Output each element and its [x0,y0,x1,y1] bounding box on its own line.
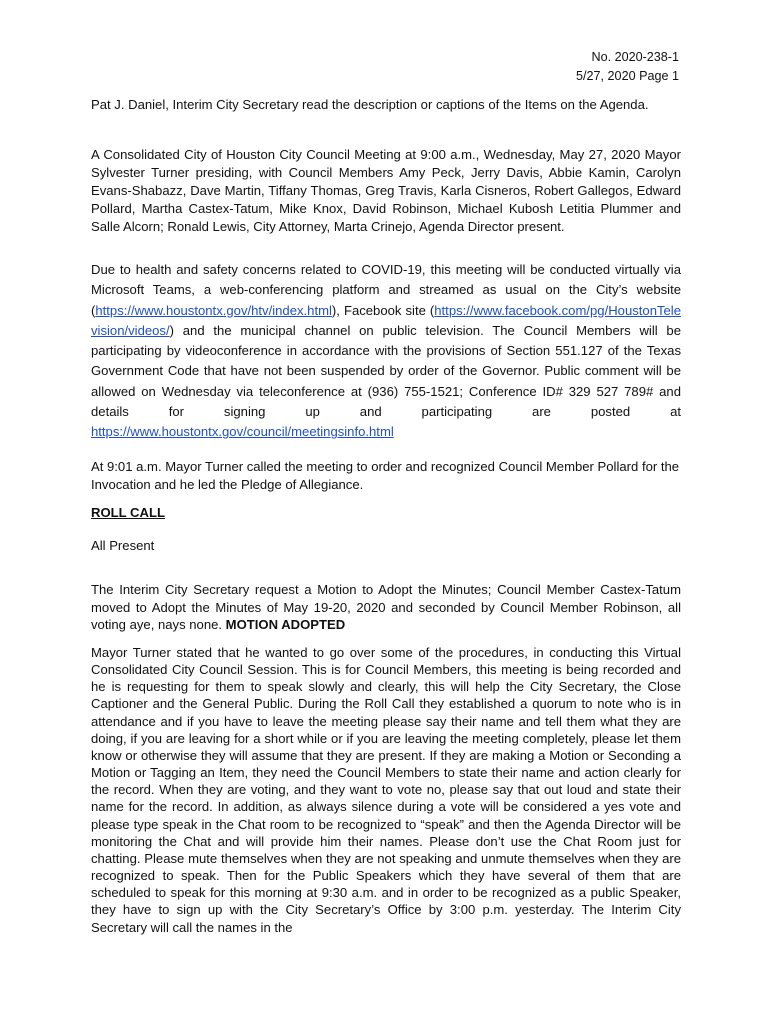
minutes-motion-paragraph [91,581,681,634]
page-header [576,48,679,86]
procedures-paragraph: Mayor Turner stated that he wanted to go over some of the procedures, in conducting this Virtual Consolidated City Council Session. This is for Council Members, this meeting is being recorded and he is requesting for them to speak slowly and clearly, this will help the City Secretary, the Close Captioner and the General Public. During the Roll Call they established a quorum to note who is in attendance and if you have to leave the meeting please say their name and tell them what they are doing, if you are leaving for a short while or if you are leaving the meeting completely, please let them know or otherwise they will assume that they are present. If they are making a Motion or Seconding a Motion or Tagging an Item, they need the Council Members to state their name and action clearly for the record. When they are voting, and they want to vote no, please say that out loud and state their name for the record. In addition, as always silence during a vote will be considered a yes vote and please type speak in the Chat room to be recognized to “speak” and then the Agenda Director will be monitoring the Chat and will provide him their names. Please don’t use the Chat Room just for chatting. Please mute themselves when they are not speaking and unmute themselves when they are recognized to speak. Then for the Public Speakers which they have several of them that are scheduled to speak for this morning at 9:30 a.m. and in order to be recognized as a public Speaker, they have to sign up with the City Secretary’s Office by 3:00 p.m. yesterday. The Interim City Secretary will call the names in the [91,645,681,935]
date-page-number: 5/27, 2020 Page 1 [576,69,679,83]
roll-call-heading: ROLL CALL [91,505,165,520]
htv-website-link[interactable]: https://www.houstontx.gov/htv/index.html [95,302,332,318]
motion-adopted-label: MOTION ADOPTED [225,617,346,632]
intro-paragraph: Pat J. Daniel, Interim City Secretary read the description or captions of the Items on the Agenda. [91,97,649,112]
all-present-text: All Present [91,538,155,553]
covid-text-2: ), Facebook site ( [331,302,435,318]
document-number: No. 2020-238-1 [591,50,679,64]
call-to-order-paragraph: At 9:01 a.m. Mayor Turner called the meeting to order and recognized Council Member Pollard for the Invocation and he led the Pledge of Allegiance. [91,459,680,492]
minutes-motion-text: The Interim City Secretary request a Motion to Adopt the Minutes; Council Member Castex-Tatum moved to Adopt the Minutes of May 19-20, 2020 and seconded by Council Member Robinson, all voting aye, nays none. [91,582,681,632]
facebook-link[interactable]: https://www.facebook.com/pg/HoustonTelevision/videos/ [91,302,681,338]
meeting-attendance-paragraph: A Consolidated City of Houston City Council Meeting at 9:00 a.m., Wednesday, May 27, 2020 Mayor Sylvester Turner presiding, with Council Members Amy Peck, Jerry Davis, Abbie Kamin, Carolyn Evans-Shabazz, Dave Martin, Tiffany Thomas, Greg Travis, Karla Cisneros, Robert Gallegos, Edward Pollard, Martha Castex-Tatum, Mike Knox, David Robinson, Michael Kubosh Letitia Plummer and Salle Alcorn; Ronald Lewis, City Attorney, Marta Crinejo, Agenda Director present. [91,147,681,234]
covid-text-3: ) and the municipal channel on public television. The Council Members will be participating by videoconference in accordance with the provisions of Section 551.127 of the Texas Government Code that have not been suspended by order of the Governor. Public comment will be allowed on Wednesday via teleconference at (936) 755-1521; Conference ID# 329 527 789# and details for signing up and participating are posted at [91,322,681,420]
covid-virtual-meeting-paragraph [91,260,681,443]
meetings-info-link[interactable]: https://www.houstontx.gov/council/meetingsinfo.html [91,424,394,440]
covid-text-1: Due to health and safety concerns related to COVID-19, this meeting will be conducted virtually via Microsoft Teams, a web-conferencing platform and streamed as usual on the City’s website ( [91,262,681,318]
